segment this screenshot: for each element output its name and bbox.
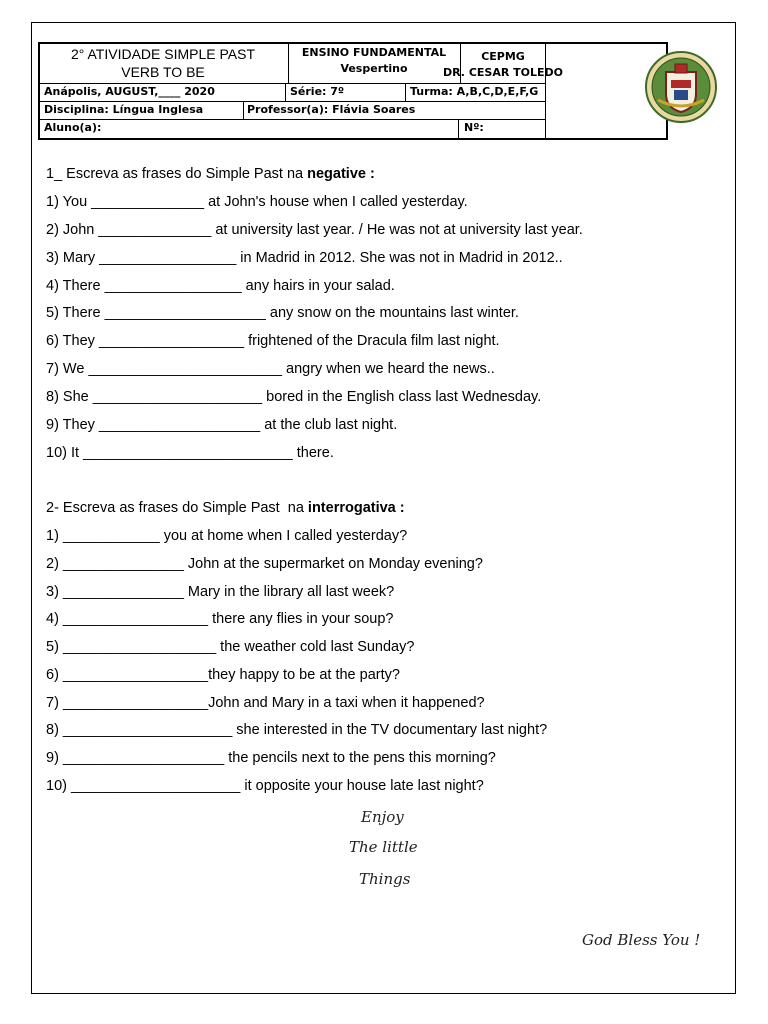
section2-heading: [46, 500, 405, 516]
section2-item: 4) __________________ there any flies in your soup?: [46, 611, 394, 627]
school-name-line1: CEPMG: [481, 50, 525, 63]
divider: [243, 101, 244, 119]
section2-item: 3) _______________ Mary in the library all last week?: [46, 584, 395, 600]
section2-item: 7) __________________John and Mary in a taxi when it happened?: [46, 695, 485, 711]
activity-title: [40, 45, 286, 83]
section2-item: 6) __________________they happy to be at the party?: [46, 667, 400, 683]
school-level-line2: Vespertino: [340, 62, 408, 75]
section1-item: 7) We ________________________ angry when we heard the news..: [46, 361, 495, 377]
divider: [288, 43, 289, 83]
professor-field: Professor(a): Flávia Soares: [247, 103, 416, 116]
section2-heading-emphasis: interrogativa :: [307, 500, 405, 516]
section1-item: 6) They __________________ frightened of the Dracula film last night.: [46, 333, 500, 349]
section2-item: 10) _____________________ it opposite your house late last night?: [46, 778, 484, 794]
school-level: [290, 45, 458, 77]
section1-item: 4) There _________________ any hairs in your salad.: [46, 278, 395, 294]
divider: [458, 119, 459, 139]
divider: [39, 119, 546, 120]
divider: [39, 83, 546, 84]
section2-heading-text: 2- Escreva as frases do Simple Past na: [46, 500, 308, 516]
serie-field: Série: 7º: [290, 85, 345, 98]
section1-item: 8) She _____________________ bored in the English class last Wednesday.: [46, 389, 542, 405]
closing-line-2: The little: [349, 838, 418, 856]
section1-item: 9) They ____________________ at the club last night.: [46, 417, 398, 433]
section1-item: 2) John ______________ at university last year. / He was not at university last year.: [46, 222, 583, 238]
section2-item: 1) ____________ you at home when I called yesterday?: [46, 528, 408, 544]
section1-item: 3) Mary _________________ in Madrid in 2012. She was not in Madrid in 2012..: [46, 250, 563, 266]
closing-line-1: Enjoy: [361, 808, 404, 826]
student-name-field: Aluno(a):: [44, 121, 102, 134]
section1-item: 1) You ______________ at John's house when I called yesterday.: [46, 194, 468, 210]
section1-heading: [46, 166, 375, 182]
section2-item: 2) _______________ John at the supermarket on Monday evening?: [46, 556, 483, 572]
turma-field: Turma: A,B,C,D,E,F,G: [410, 85, 539, 98]
section1-item: 5) There ____________________ any snow on the mountains last winter.: [46, 305, 519, 321]
date-field: Anápolis, AUGUST,____ 2020: [44, 85, 215, 98]
student-number-field: Nº:: [464, 121, 484, 134]
divider: [39, 101, 546, 102]
activity-title-line2: VERB TO BE: [121, 64, 205, 80]
activity-title-line1: 2° ATIVIDADE SIMPLE PAST: [70, 46, 256, 62]
closing-line-3: Things: [359, 870, 411, 888]
section1-heading-text: 1_ Escreva as frases do Simple Past na: [46, 166, 308, 182]
divider: [405, 83, 406, 101]
divider: [285, 83, 286, 101]
disciplina-field: Disciplina: Língua Inglesa: [44, 103, 204, 116]
section1-item: 10) It __________________________ there.: [46, 445, 334, 461]
school-crest-icon: [644, 50, 718, 124]
divider: [545, 43, 546, 139]
section1-heading-emphasis: negative :: [307, 166, 375, 182]
blessing-text: God Bless You !: [582, 931, 701, 949]
section2-item: 9) ____________________ the pencils next to the pens this morning?: [46, 750, 496, 766]
section2-item: 8) _____________________ she interested in the TV documentary last night?: [46, 722, 548, 738]
school-name-line2: DR. CESAR TOLEDO: [443, 66, 563, 79]
school-name: [443, 49, 563, 81]
section2-item: 5) ___________________ the weather cold last Sunday?: [46, 639, 415, 655]
school-level-line1: ENSINO FUNDAMENTAL: [301, 46, 447, 59]
